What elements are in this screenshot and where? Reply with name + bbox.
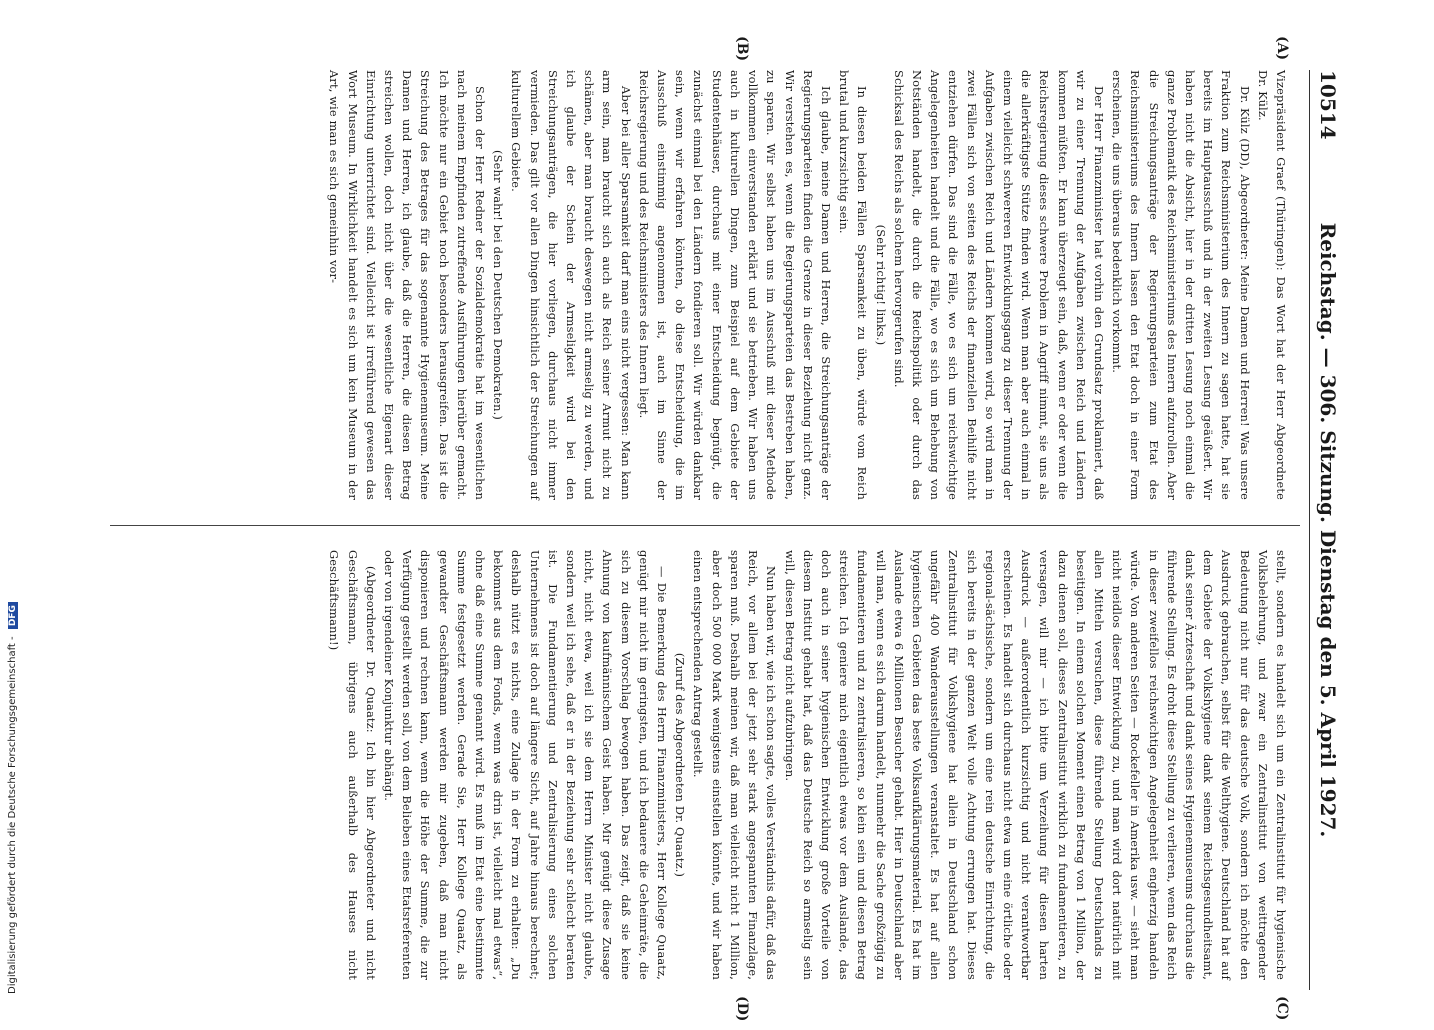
paragraph: — Die Bemerkung des Herrn Finanzministers, Herr Kollege Quaatz, genügt mir nicht im geringsten, und ich bedauere die Geheimräte, die sich zu diesem Vorschlag bewogen haben. Das zeigt, daß sie keine Ahnung von kaufmännischem Geist haben. Mir genügt diese Zusage nicht, nicht etwa, weil ich sie dem Herrn Minister nicht glaubte, sondern weil ich sehe, daß er in der Beziehung sehr schlecht beraten ist. Die Fundamentierung und Zentralisierung eines solchen Unternehmens ist doch auf längere Sicht, auf Jahre hinaus berechnet; deshalb nützt es nichts, eine Zulage in der Form zu erhalten: „Du bekommst aus dem Fonds, wenn was drin ist, vielleicht mal etwas“, ohne daß eine Summe genannt wird. Es muß im Etat eine bestimmte Summe festgesetzt werden. Gerade Sie, Herr Kollege Quaatz, als gewandter Geschäftsmann werden mir zugeben, daß man nicht disponieren und rechnen kann, wenn die Höhe der Summe, die zur Verfügung gestellt werden soll, von dem Belieben eines Etatsreferenten oder von irgendeiner Konjunktur abhängt.: [382, 550, 670, 980]
dfg-logo: DFG: [8, 602, 18, 629]
rotated-document-page: [70, 30, 1360, 1030]
interjection: (Sehr richtig! links.): [873, 224, 888, 346]
paragraph: Dr. Külz (DD), Abgeordneter: Meine Damen und Herren! Was unsere Fraktion zum Reichsministerium des Innern zu sagen hatte, hat sie bereits im Hauptausschuß und in der zweiten Lesung geäußert. Wir haben nicht die Absicht, hier in der dritten Lesung noch einmal die ganze Problematik des Reichsministeriums des Innern aufzurollen. Aber die Streichungsanträge der Regierungsparteien zum Etat des Reichsministeriums des Innern lassen den Etat doch in einer Form erscheinen, die uns überaus bedenklich vorkommt.: [1110, 70, 1252, 500]
paragraph: Schon der Herr Redner der Sozialdemokratie hat im wesentlichen nach meinem Empfinden zutreffende Ausführungen hierüber gemacht. Ich möchte nur ein Gebiet noch besonders herausgreifen. Das ist die Streichung des Betrages für das sogenannte Hygienemuseum. Meine Damen und Herren, ich glaube, daß die Herren, die diesen Betrag streichen wollen, doch nicht über die wesentliche Eigenart dieser Einrichtung unterrichtet sind. Vielleicht ist irreführend gewesen das Wort Museum. In Wirklichkeit handelt es sich um kein Museum in der Art, wie man es sich gemeinhin vor-: [327, 70, 488, 500]
paragraph: Der Herr Finanzminister hat vorhin den Grundsatz proklamiert, daß wir zu einer Trennung der Aufgaben zwischen Reich und Ländern kommen müßten. Er kann überzeugt sein, daß, wenn er oder wenn die Reichsregierung dieses schwere Problem in Angriff nimmt, sie uns als die allerkräftigste Stütze finden wird. Wenn man aber auch einmal in einem vielleicht schwereren Entwicklungsgang zu dieser Trennung der Aufgaben zwischen Reich und Ländern kommen wird, so wird man in zwei Fällen sich von seiten des Reichs der finanziellen Beihilfe nicht entziehen dürfen. Das sind die Fälle, wo es sich um reichswichtige Angelegenheiten handelt und die Fälle, wo es sich um Behebung von Notständen handelt, die durch die Reichspolitik oder durch das Schicksal des Reichs als solchem hervorgerufen sind.: [891, 70, 1106, 500]
page-header: [1309, 70, 1340, 990]
paragraph: In diesen beiden Fällen Sparsamkeit zu üben, würde vom Reich brutal und kurzsichtig sein.: [837, 70, 870, 500]
paragraph: Aber bei aller Sparsamkeit darf man eins nicht vergessen: Man kann arm sein, man braucht sich auch als Reich seiner Armut nicht zu schämen, aber man braucht deswegen nicht armselig zu werden, und ich glaube der Schein der Armseligkeit wird bei den Streichungsanträgen, die hier vorliegen, durchaus nicht immer vermieden. Das gilt vor allen Dingen hinsichtlich der Streichungen auf kulturellem Gebiete.: [509, 70, 633, 500]
digitization-credit: [7, 602, 18, 994]
margin-marker-a: (A): [1274, 36, 1290, 61]
column-divider: [110, 525, 1300, 526]
page-number: 10514: [1316, 70, 1340, 140]
margin-marker-b: (B): [734, 36, 750, 62]
paragraph: Ich glaube, meine Damen und Herren, die Streichungsanträge der Regierungsparteien finden die Grenze in dieser Beziehung nicht ganz. Wir verstehen es, wenn die Regierungsparteien das Bestreben haben, zu sparen. Wir selbst haben uns im Ausschuß mit dieser Methode vollkommen einverstanden erklärt und sie betrieben. Wir haben uns auch in kulturellen Dingen, zum Beispiel auf dem Gebiete der Studentenhäuser, durchaus mit einer Entscheidung begnügt, die zunächst einmal bei den Ländern fondieren soll. Wir würden dankbar sein, wenn wir erfahren könnten, ob diese Entscheidung, die im Ausschuß einstimmig angenommen ist, auch im Sinne der Reichsregierung und des Reichsministers des Innern liegt.: [636, 70, 833, 500]
paragraph: Vizepräsident Graef (Thüringen): Das Wort hat der Herr Abgeordnete Dr. Külz.: [1255, 70, 1288, 500]
paragraph: stellt, sondern es handelt sich um ein Zentralinstitut für hygienische Volksbelehrung, und zwar ein Zentralinstitut von weittragender Bedeutung nicht nur für das deutsche Volk, sondern ich möchte den Ausdruck gebrauchen, selbst für die Welthygiene. Deutschland hat auf dem Gebiete der Volkshygiene dank seinem Reichsgesundheitsamt, dank seiner Ärzteschaft und dank seines Hygienemuseums durchaus die führende Stellung. Es droht diese Stellung zu verlieren, wenn das Reich in dieser zweifellos reichswichtigen Angelegenheit engherzig handeln würde. Von anderen Seiten — Rockefeller in Amerika usw. — sieht man nicht neidlos dieser Entwicklung zu, und man wird dort natürlich mit allen Mitteln versuchen, diese führende Stellung Deutschlands zu beseitigen. In einem solchen Moment einen Betrag von 1 Million, der dazu dienen soll, dieses Zentralinstitut wirklich zu fundamentieren, zu versagen, will mir — ich bitte um Verzeihung für diesen harten Ausdruck — außerordentlich kurzsichtig und nicht verantwortbar erscheinen. Es handelt sich durchaus nicht etwa um eine örtliche oder regional-sächsische, sondern um eine rein deutsche Einrichtung, die sich bereits in der ganzen Welt volle Achtung errungen hat. Dieses Zentralinstitut für Volkshygiene hat allein in Deutschland schon ungefähr 400 Wanderausstellungen veranstaltet. Es hat auf allen hygienischen Gebieten das beste Volksaufklärungsmaterial. Es hat im Auslande etwa 6 Millionen Besucher gehabt. Hier in Deutschland aber will man, wenn es sich darum handelt, nunmehr die Sache großzügig zu fundamentieren und zu zentralisieren, so klein sein und diesen Betrag streichen. Ich geniere mich eigentlich etwas vor dem Auslande, das doch auch in seiner hygienischen Entwicklung große Vorteile von diesem Institut gehabt hat, daß das Deutsche Reich so armselig sein will, diesen Betrag nicht aufzubringen.: [782, 550, 1288, 980]
interjection: (Sehr wahr! bei den Deutschen Demokraten.): [491, 150, 506, 420]
left-column: [325, 70, 1290, 500]
paragraph: Nun haben wir, wie ich schon sagte, volles Verständnis dafür, daß das Reich, vor allem bei der jetzt sehr stark angespannten Finanzlage, sparen muß. Deshalb meinen wir, daß man vielleicht nicht 1 Million, aber doch 500 000 Mark wenigstens einstellen könnte, und wir haben einen entsprechenden Antrag gestellt.: [691, 550, 779, 980]
margin-marker-d: (D): [734, 996, 750, 1022]
interjection: (Abgeordneter Dr. Quaatz: Ich bin hier Abgeordneter und nicht Geschäftsmann, übrigens auch außerhalb des Hauses nicht Geschäftsmann!): [327, 550, 378, 980]
interjection: (Zuruf des Abgeordneten Dr. Quaatz.): [673, 652, 688, 878]
page-title: Reichstag. — 306. Sitzung. Dienstag den 5. April 1927.: [1316, 222, 1340, 838]
margin-marker-c: (C): [1274, 996, 1290, 1021]
right-column: [325, 550, 1290, 980]
credit-text: Digitalisierung gefördert durch die Deutsche Forschungsgemeinschaft -: [7, 636, 18, 994]
